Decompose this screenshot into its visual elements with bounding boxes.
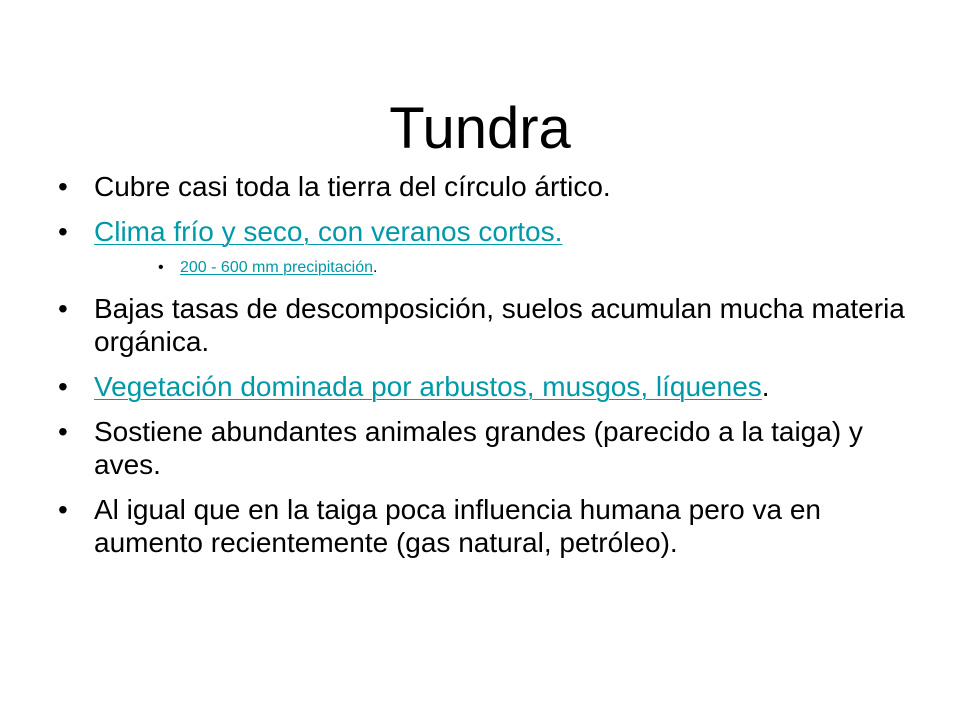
bullet-text: Al igual que en la taiga poca influencia humana pero va en aumento recientemente (gas natural, petróleo).	[94, 494, 821, 558]
climate-link[interactable]: Clima frío y seco, con veranos cortos.	[94, 216, 563, 247]
bullet-item	[58, 493, 908, 559]
bullet-text: Bajas tasas de descomposición, suelos acumulan mucha materia orgánica.	[94, 293, 905, 357]
bullet-icon: •	[58, 216, 68, 247]
bullet-text: Sostiene abundantes animales grandes (parecido a la taiga) y aves.	[94, 416, 863, 480]
bullet-icon: •	[58, 171, 68, 202]
bullet-item	[58, 292, 908, 358]
bullet-item	[58, 370, 908, 403]
bullet-item	[58, 215, 908, 248]
bullet-icon: •	[158, 259, 164, 276]
vegetation-link[interactable]: Vegetación dominada por arbustos, musgos, líquenes	[94, 371, 762, 402]
bullet-icon: •	[58, 416, 68, 447]
sub-bullet-item	[58, 258, 908, 278]
trailing-period: .	[761, 371, 770, 402]
bullet-item	[58, 415, 908, 481]
precipitation-link[interactable]: 200 - 600 mm precipitación	[180, 259, 373, 276]
bullet-item	[58, 170, 908, 203]
trailing-period: .	[372, 259, 378, 276]
bullet-list	[58, 170, 908, 571]
slide-title: Tundra	[389, 95, 571, 161]
bullet-icon: •	[58, 494, 68, 525]
bullet-text: Cubre casi toda la tierra del círculo ártico.	[94, 171, 611, 202]
bullet-icon: •	[58, 293, 68, 324]
bullet-icon: •	[58, 371, 68, 402]
